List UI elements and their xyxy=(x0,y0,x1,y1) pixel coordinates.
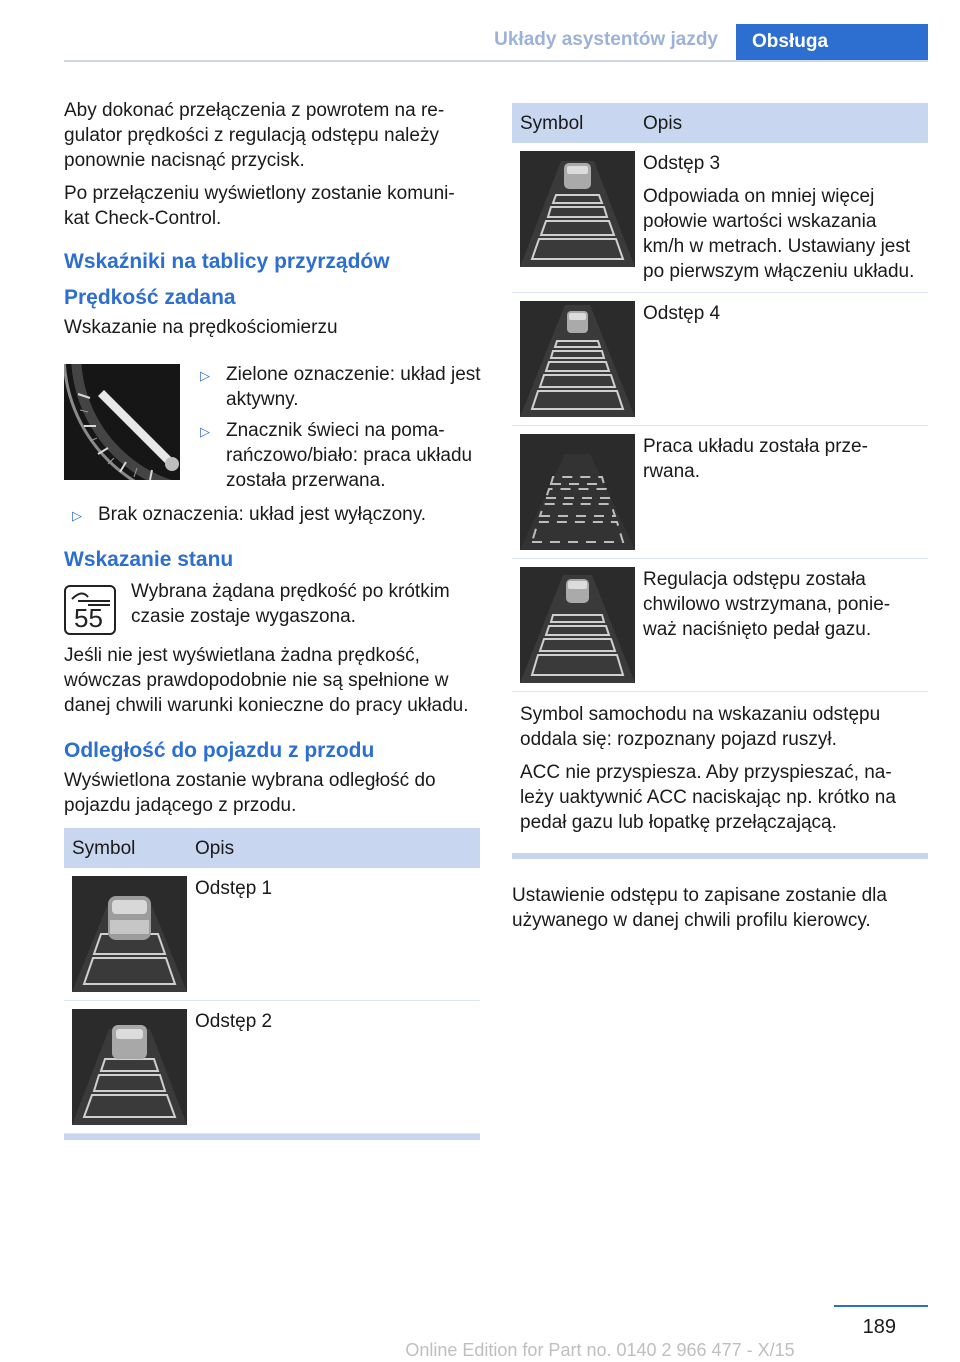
intro-paragraph-2: Po przełączeniu wyświetlony zostanie komuni-kat Check-Control. xyxy=(64,183,455,229)
table-row xyxy=(512,143,928,293)
speedometer-subtitle: Wskazanie na prędkościomierzu xyxy=(64,317,338,338)
distance-3-symbol-icon xyxy=(520,151,635,267)
triangle-bullet-icon: ▷ xyxy=(200,424,210,439)
symbol-cell xyxy=(512,143,635,293)
bullet-item xyxy=(192,362,482,412)
footer-page-number: 189 xyxy=(862,1316,896,1338)
closing-paragraph: Ustawienie odstępu to zapisane zostanie dla używanego w danej chwili profilu kierowcy. xyxy=(512,885,887,931)
bullet-text: Brak oznaczenia: układ jest wyłączony. xyxy=(98,504,427,525)
column-header-description: Opis xyxy=(187,828,480,868)
table-end-rule xyxy=(64,1134,480,1140)
table-row xyxy=(512,426,928,559)
speed-display-icon xyxy=(64,585,116,635)
description-cell xyxy=(635,143,928,293)
note-text-1: Symbol samochodu na wskazaniu odstępu oddala się: rozpoznany pojazd ruszył. xyxy=(520,704,881,750)
footer-rule xyxy=(834,1305,928,1307)
distance-4-symbol-icon xyxy=(520,301,635,417)
table-row xyxy=(512,293,928,426)
table-row xyxy=(512,559,928,692)
bullet-item xyxy=(192,418,482,493)
description-cell: Praca układu została prze-rwana. xyxy=(635,426,928,559)
distance-paragraph: Wyświetlona zostanie wybrana odległość do pojazdu jadącego z przodu. xyxy=(64,770,436,816)
paused-symbol-icon xyxy=(520,567,635,683)
description-cell: Regulacja odstępu została chwilowo wstrzymana, ponie-waż naciśnięto pedał gazu. xyxy=(635,559,928,692)
note-text-2: ACC nie przyspiesza. Aby przyspieszać, na-leży uaktywnić ACC naciskając np. krótko na pedał gazu lub łopatkę przełączającą. xyxy=(520,762,896,833)
description-cell: Odstęp 1 xyxy=(187,868,480,1001)
triangle-bullet-icon: ▷ xyxy=(72,508,82,523)
column-header-description: Opis xyxy=(635,103,928,143)
intro-paragraph-1: Aby dokonać przełączenia z powrotem na re-gulator prędkości z regulacją odstępu należy ponownie nacisnąć przycisk. xyxy=(64,100,445,171)
symbol-cell xyxy=(512,559,635,692)
symbol-cell xyxy=(64,868,187,1001)
distance-table-left xyxy=(64,828,480,1134)
status-description: Wybrana żądana prędkość po krótkim czasie zostaje wygaszona. xyxy=(131,581,450,627)
table-end-rule xyxy=(512,853,928,859)
bullet-text: Znacznik świeci na poma-rańczowo/biało: praca układu została przerwana. xyxy=(226,420,473,491)
distance-table-right xyxy=(512,103,928,843)
symbol-cell xyxy=(512,426,635,559)
header-tab: Obsługa xyxy=(736,24,928,62)
heading-status: Wskazanie stanu xyxy=(64,548,234,571)
column-header-symbol: Symbol xyxy=(512,103,635,143)
triangle-bullet-icon: ▷ xyxy=(200,368,210,383)
row-title: Odstęp 3 xyxy=(643,153,721,174)
table-row xyxy=(64,868,480,1001)
description-cell: Odstęp 4 xyxy=(635,293,928,426)
note-cell xyxy=(512,692,928,844)
symbol-cell xyxy=(64,1001,187,1134)
bullet-item-full xyxy=(64,502,480,527)
table-row xyxy=(64,1001,480,1134)
indicator-bullets xyxy=(192,362,482,499)
description-cell: Odstęp 2 xyxy=(187,1001,480,1134)
footer-edition: Online Edition for Part no. 0140 2 966 477 - X/15 xyxy=(405,1340,795,1360)
heading-set-speed: Prędkość zadana xyxy=(64,286,236,309)
distance-1-symbol-icon xyxy=(72,876,187,992)
table-row xyxy=(512,692,928,844)
heading-indicators: Wskaźniki na tablicy przyrządów xyxy=(64,250,390,273)
speedometer-indicator-row xyxy=(64,350,480,500)
header-rule xyxy=(64,60,928,62)
column-header-symbol: Symbol xyxy=(64,828,187,868)
row-text: Odpowiada on mniej więcej połowie wartości wskazania km/h w metrach. Ustawiany jest po pierwszym włączeniu układu. xyxy=(643,186,915,282)
left-column xyxy=(64,98,480,1140)
interrupted-symbol-icon xyxy=(520,434,635,550)
status-row xyxy=(64,579,480,643)
header-section-title: Układy asystentów jazdy xyxy=(494,29,718,50)
symbol-cell xyxy=(512,293,635,426)
speed-display-value: 55 xyxy=(74,603,103,633)
speedometer-image xyxy=(64,364,180,480)
heading-distance: Odległość do pojazdu z przodu xyxy=(64,739,375,762)
status-paragraph: Jeśli nie jest wyświetlana żadna prędkość, wówczas prawdopodobnie nie są spełnione w danej chwili warunki konieczne do pracy układu. xyxy=(64,645,469,716)
right-column xyxy=(512,103,928,941)
bullet-text: Zielone oznaczenie: układ jest aktywny. xyxy=(226,364,481,410)
distance-2-symbol-icon xyxy=(72,1009,187,1125)
